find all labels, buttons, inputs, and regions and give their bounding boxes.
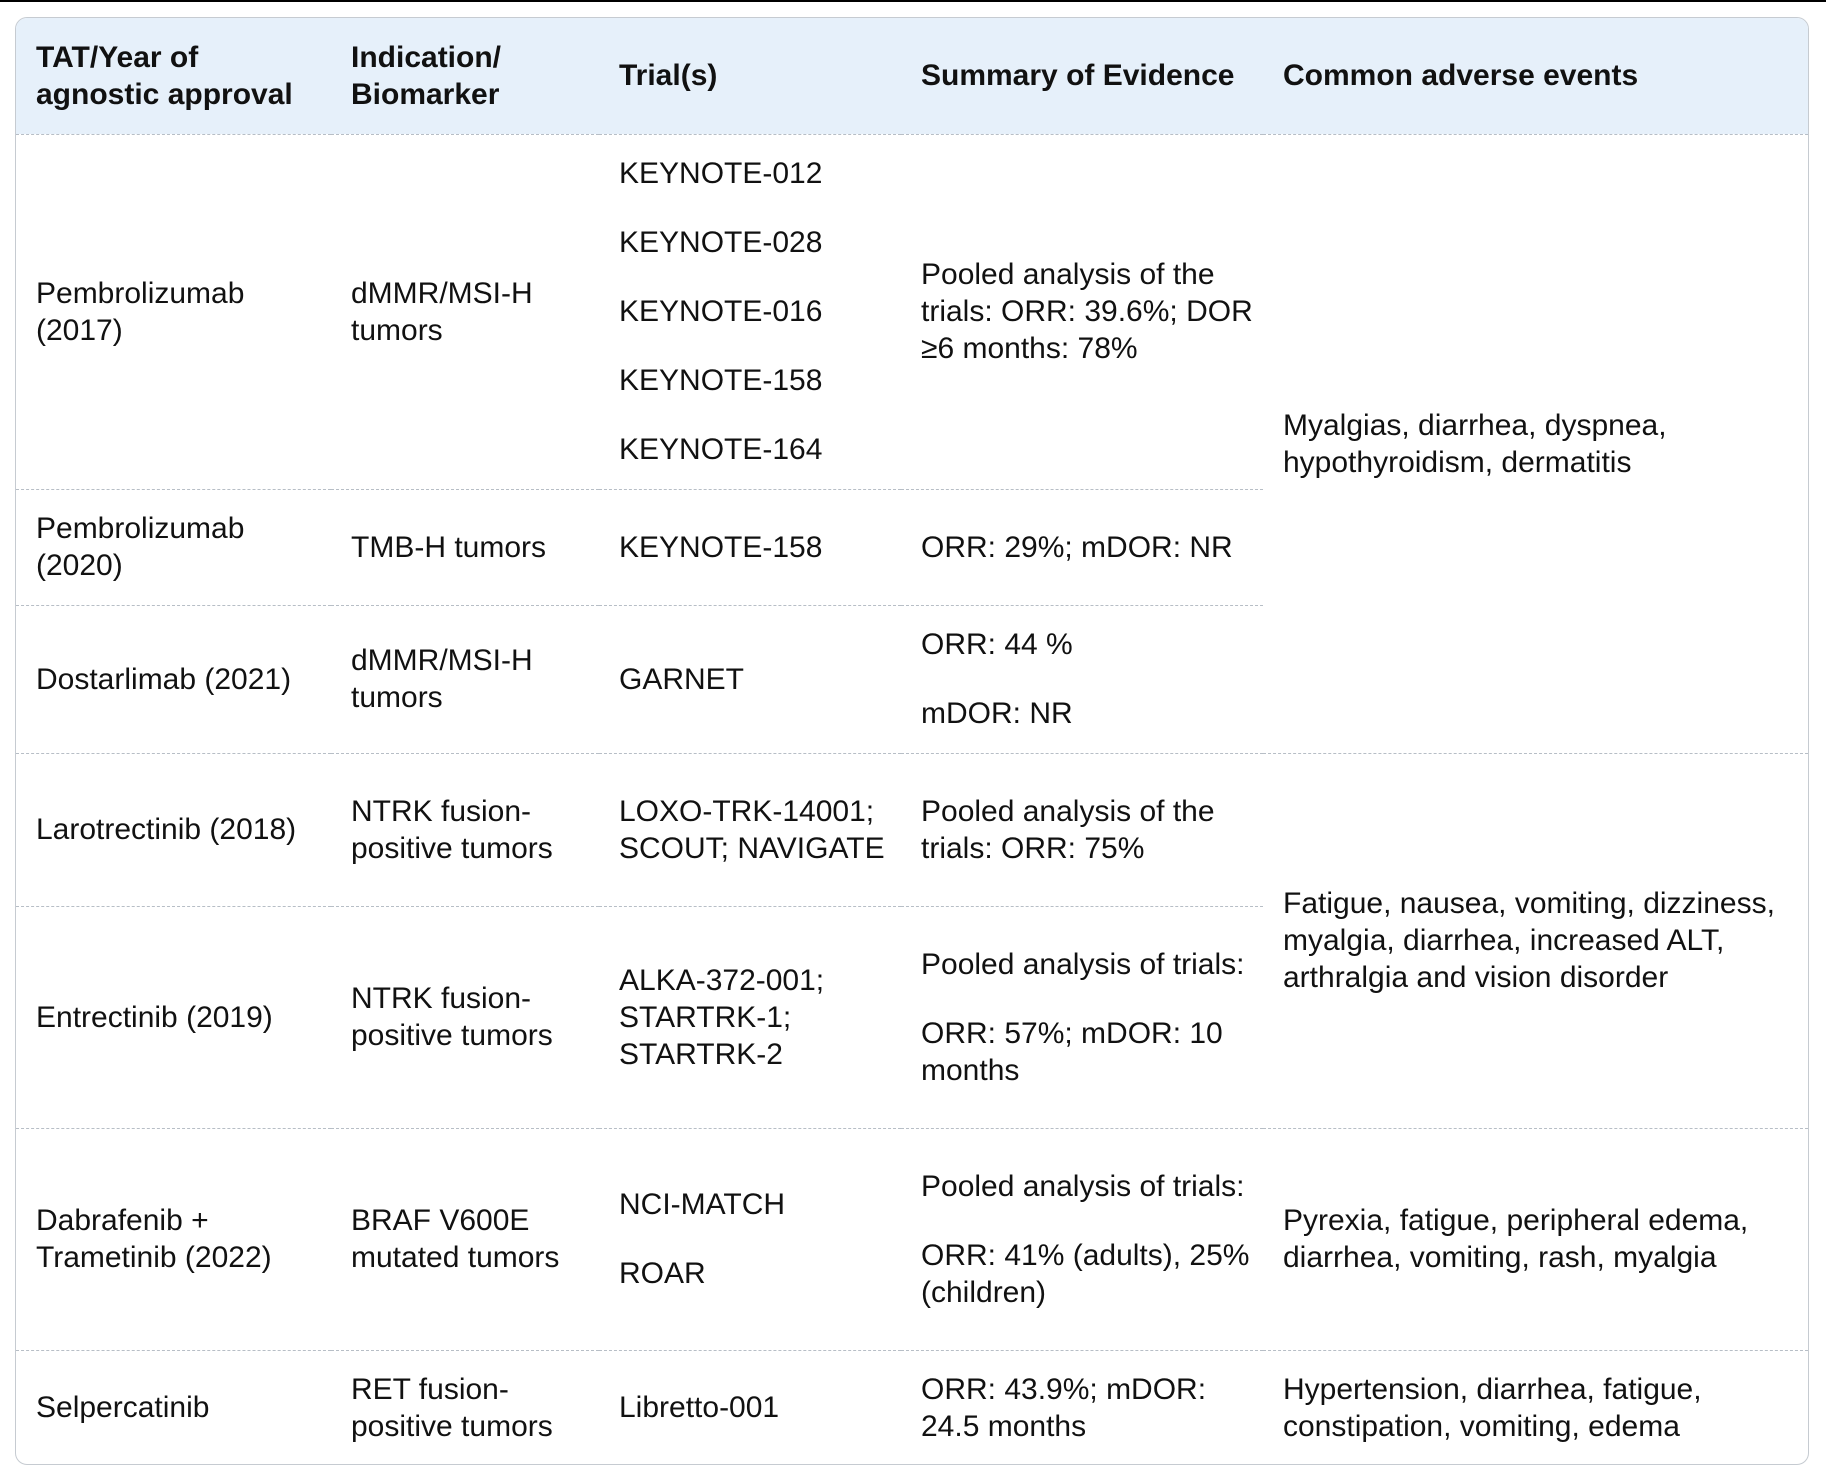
header-tat: TAT/Year of agnostic approval (16, 18, 331, 134)
evidence-cell (901, 134, 1263, 489)
adverse-events-cell: Myalgias, diarrhea, dyspnea, hypothyroidism, dermatitis (1263, 134, 1808, 753)
evidence-cell (901, 906, 1263, 1128)
trial-item: KEYNOTE-164 (619, 433, 823, 466)
tat-cell: Pembrolizumab (2017) (16, 134, 331, 489)
header-adverse-events: Common adverse events (1263, 18, 1808, 134)
evidence-cell (901, 605, 1263, 753)
tat-cell: Dostarlimab (2021) (16, 605, 331, 753)
table-row (16, 753, 1808, 906)
indication-cell: NTRK fusion-positive tumors (331, 906, 599, 1128)
evidence-text: ORR: 41% (adults), 25% (children) (921, 1238, 1250, 1309)
indication-cell: RET fusion-positive tumors (351, 1372, 553, 1443)
evidence-text: Pooled analysis of the trials: ORR: 39.6%; DOR ≥6 months: 78% (921, 258, 1253, 365)
table-row (16, 134, 1808, 489)
trials-cell: KEYNOTE-158 (599, 489, 901, 605)
evidence-text: ORR: 43.9%; mDOR: 24.5 months (921, 1372, 1207, 1443)
adverse-events-cell: Fatigue, nausea, vomiting, dizziness, myalgia, diarrhea, increased ALT, arthralgia and vision disorder (1263, 753, 1808, 1128)
indication-cell: NTRK fusion-positive tumors (331, 753, 599, 906)
evidence-cell (901, 753, 1263, 906)
trial-item: NCI-MATCH (619, 1188, 786, 1221)
evidence-text: mDOR: NR (921, 697, 1073, 730)
tat-cell: Entrectinib (2019) (16, 906, 331, 1128)
evidence-text: Pooled analysis of trials: (921, 947, 1245, 981)
tat-approvals-table (15, 17, 1809, 1465)
trial-item: KEYNOTE-016 (619, 295, 823, 328)
indication-cell: dMMR/MSI-H tumors (331, 605, 599, 753)
tat-cell: Selpercatinib (36, 1391, 210, 1425)
trials-cell: LOXO-TRK-14001; SCOUT; NAVIGATE (599, 753, 901, 906)
evidence-text: ORR: 44 % (921, 628, 1073, 661)
adverse-events-cell: Hypertension, diarrhea, fatigue, constipation, vomiting, edema (1283, 1372, 1702, 1443)
evidence-cell (901, 1128, 1263, 1350)
header-indication: Indication/ Biomarker (331, 18, 599, 134)
trials-cell: Libretto-001 (619, 1391, 780, 1425)
evidence-cell (901, 489, 1263, 605)
tat-cell: Pembrolizumab (2020) (16, 489, 331, 605)
evidence-text: Pooled analysis of trials: (921, 1169, 1245, 1203)
evidence-text: ORR: 29%; mDOR: NR (921, 530, 1233, 564)
evidence-cell (901, 1350, 1263, 1465)
trial-item: KEYNOTE-028 (619, 226, 823, 259)
header-evidence: Summary of Evidence (901, 18, 1263, 134)
indication-cell: BRAF V600E mutated tumors (331, 1128, 599, 1350)
tat-cell: Larotrectinib (2018) (16, 753, 331, 906)
top-rule (0, 0, 1826, 2)
trials-cell (599, 134, 901, 489)
trials-cell: ALKA-372-001; STARTRK-1; STARTRK-2 (599, 906, 901, 1128)
evidence-text: Pooled analysis of the trials: ORR: 75% (921, 794, 1215, 865)
trials-cell: GARNET (599, 605, 901, 753)
table-row (16, 1350, 1808, 1465)
tat-cell: Dabrafenib + Trametinib (2022) (16, 1128, 331, 1350)
evidence-text: ORR: 57%; mDOR: 10 months (921, 1016, 1223, 1087)
header-trials: Trial(s) (599, 18, 901, 134)
adverse-events-cell: Pyrexia, fatigue, peripheral edema, diarrhea, vomiting, rash, myalgia (1263, 1128, 1808, 1350)
indication-cell: TMB-H tumors (331, 489, 599, 605)
trial-item: KEYNOTE-158 (619, 364, 823, 397)
trial-item: KEYNOTE-012 (619, 157, 823, 190)
header-row (16, 18, 1808, 134)
trials-cell (599, 1128, 901, 1350)
trial-item: ROAR (619, 1257, 706, 1290)
indication-cell: dMMR/MSI-H tumors (331, 134, 599, 489)
table-row (16, 1128, 1808, 1350)
